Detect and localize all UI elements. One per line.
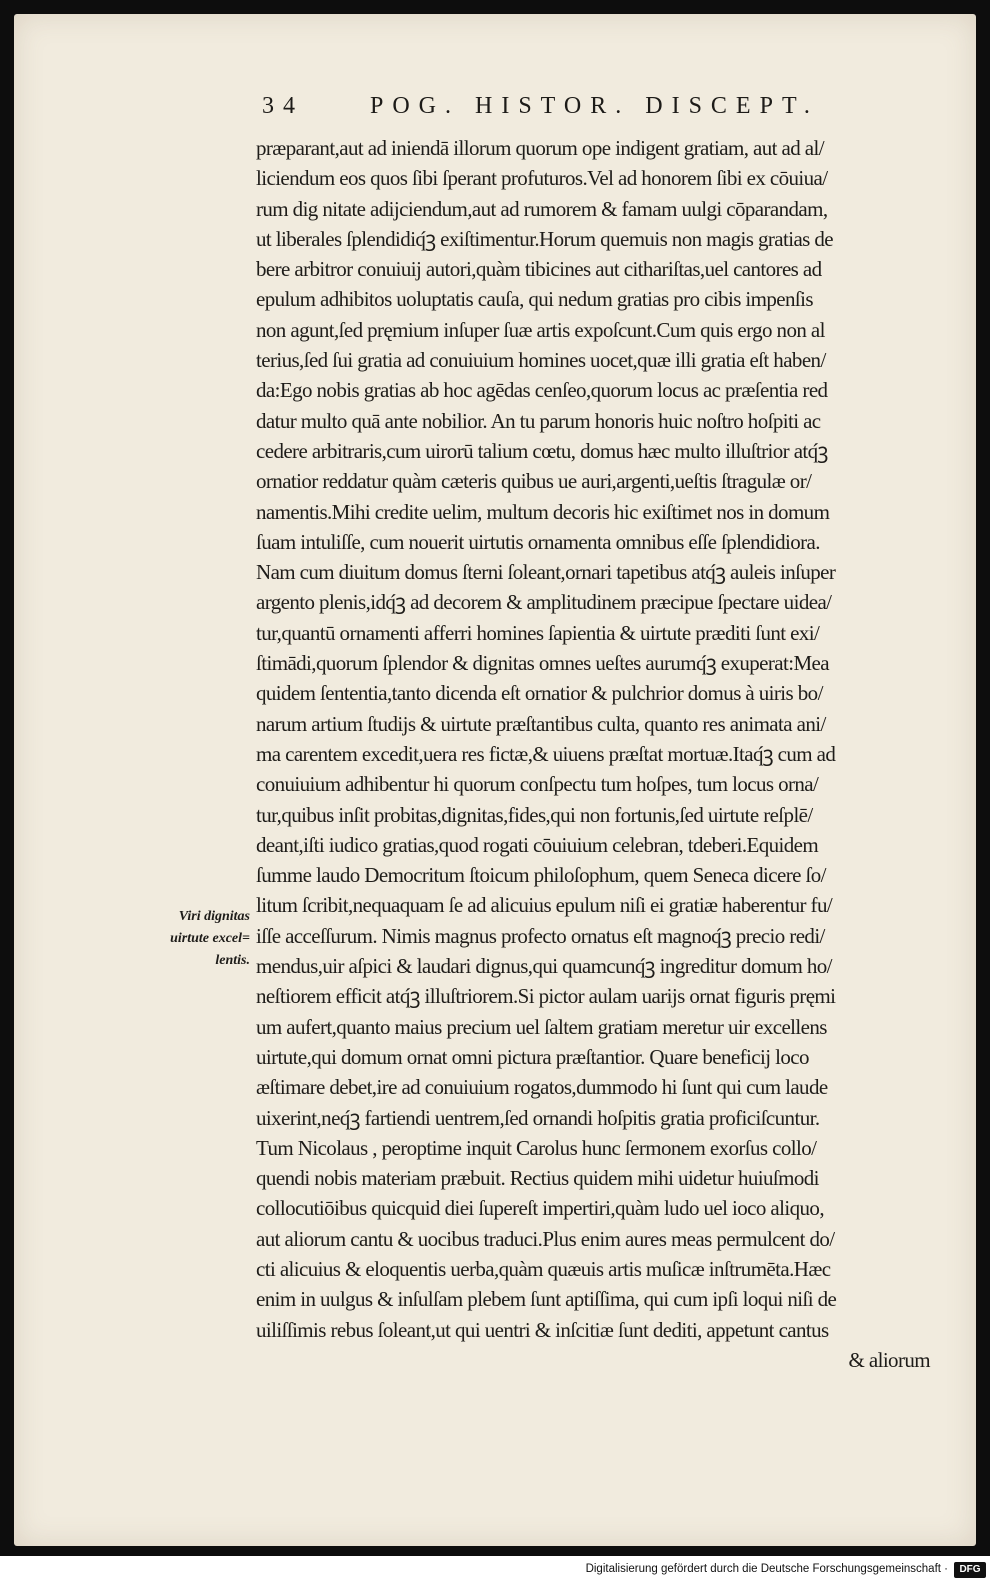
text-line: iſſe acceſſurum. Nimis magnus profecto ornatus eſt magnoq́ꝫ precio redi/: [256, 923, 825, 948]
text-line: um aufert,quanto maius precium uel ſaltem gratiam meretur uir excellens: [256, 1014, 827, 1039]
text-line: deant,iſti iudico gratias,quod rogati cōuiuium celebran, tdeberi.Equidem: [256, 832, 819, 857]
text-line: Tum Nicolaus , peroptime inquit Carolus hunc ſermonem exorſus collo/: [256, 1135, 817, 1160]
text-line: non agunt,ſed pręmium inſuper ſuæ artis expoſcunt.Cum quis ergo non al: [256, 317, 825, 342]
text-line: tur,quibus inſit probitas,dignitas,fides,qui non fortunis,ſed uirtute reſplē/: [256, 802, 813, 827]
text-line: mendus,uir aſpici & laudari dignus,qui quamcunq́ꝫ ingreditur domum ho/: [256, 954, 832, 979]
digitization-credit: Digitalisierung gefördert durch die Deutsche Forschungsgemeinschaft ·: [585, 1563, 948, 1575]
text-line: ſuam intuliſſe, cum nouerit uirtutis ornamenta omnibus eſſe ſplendidiora.: [256, 529, 820, 554]
running-head: [262, 93, 962, 129]
text-line: argento plenis,idq́ꝫ ad decorem & amplitudinem præcipue ſpectare uidea/: [256, 590, 832, 615]
text-line: terius,ſed ſui gratia ad conuiuium homines uocet,quæ illi gratia eſt haben/: [256, 348, 826, 373]
body-text: [256, 133, 950, 1375]
text-line: tur,quantū ornamenti afferri homines ſapientia & uirtute præditi ſunt exi/: [256, 620, 820, 645]
text-line: epulum adhibitos uoluptatis cauſa, qui nedum gratias pro cibis impenſis: [256, 287, 813, 312]
text-line: da:Ego nobis gratias ab hoc agēdas cenſeo,quorum locus ac præſentia red: [256, 378, 828, 403]
marginal-note-line: uirtute excel=: [170, 931, 250, 946]
text-line: ſumme laudo Democritum ſtoicum philoſophum, quem Seneca dicere ſo/: [256, 863, 826, 888]
text-line: cedere arbitraris,cum uirorū talium cœtu, domus hæc multo illuſtrior atq́ꝫ: [256, 438, 828, 463]
text-line: ornatior reddatur quàm cæteris quibus ue auri,argenti,ueſtis ſtragulæ or/: [256, 469, 812, 494]
dfg-logo: DFG: [954, 1562, 986, 1578]
marginal-note-line: lentis.: [215, 953, 250, 968]
text-line: uixerint,neq́ꝫ fartiendi uentrem,ſed ornandi hoſpitis gratia proficiſcuntur.: [256, 1105, 820, 1130]
text-line: liciendum eos quos ſibi ſperant profuturos.Vel ad honorem ſibi ex cōuiua/: [256, 166, 828, 191]
text-line: cti alicuius & eloquentis uerba,quàm quæuis artis muſicæ inſtrumēta.Hæc: [256, 1256, 831, 1281]
text-line: quidem ſententia,tanto dicenda eſt ornatior & pulchrior domus à uiris bo/: [256, 681, 823, 706]
text-line: narum artium ſtudijs & uirtute præſtantibus culta, quanto res animata ani/: [256, 711, 826, 736]
text-line: datur multo quā ante nobilior. An tu parum honoris huic noſtro hoſpiti ac: [256, 408, 821, 433]
text-line: namentis.Mihi credite uelim, multum decoris hic exiſtimet nos in domum: [256, 499, 830, 524]
text-line: litum ſcribit,nequaquam ſe ad alicuius epulum niſi ei gratiæ haberentur fu/: [256, 893, 833, 918]
text-line: uirtute,qui domum ornat omni pictura præſtantior. Quare beneficij loco: [256, 1044, 809, 1069]
text-line: ut liberales ſplendidiq́ꝫ exiſtimentur.Horum quemuis non magis gratias de: [256, 226, 834, 251]
text-line: conuiuium adhibentur hi quorum conſpectu tum hoſpes, tum locus orna/: [256, 772, 819, 797]
text-line: præparant,aut ad iniendā illorum quorum ope indigent gratiam, aut ad al/: [256, 136, 824, 160]
text-line: Nam cum diuitum domus ſterni ſoleant,ornari tapetibus atq́ꝫ auleis inſuper: [256, 560, 836, 585]
text-line: aut aliorum cantu & uocibus traduci.Plus enim aures meas permulcent do/: [256, 1226, 835, 1251]
text-line: ma carentem excedit,uera res fictæ,& uiuens præſtat mortuæ.Itaq́ꝫ cum ad: [256, 741, 836, 766]
text-line: collocutiōibus quicquid diei ſupereſt impertiri,quàm ludo uel ioco aliquo,: [256, 1196, 824, 1221]
page-number: 34: [262, 93, 304, 119]
text-line: ſtimādi,quorum ſplendor & dignitas omnes ueſtes aurumq́ꝫ exuperat:Mea: [256, 651, 829, 676]
text-line: enim in uulgus & inſulſam plebem ſunt aptiſſima, qui cum ipſi loqui niſi de: [256, 1287, 837, 1312]
text-line: bere arbitror conuiuij autori,quàm tibicines aut cithariſtas,uel cantores ad: [256, 257, 822, 282]
text-line: rum dig nitate adijciendum,aut ad rumorem & famam uulgi cōparandam,: [256, 196, 828, 221]
catchword: & aliorum: [848, 1347, 930, 1372]
text-line: neſtiorem efficit atq́ꝫ illuſtriorem.Si pictor aulam uarijs ornat figuris pręmi: [256, 984, 836, 1009]
marginal-note: [140, 906, 250, 972]
running-title: POG. HISTOR. DISCEPT.: [370, 93, 819, 119]
marginal-note-line: Viri dignitas: [178, 909, 250, 924]
text-line: æſtimare debet,ire ad conuiuium rogatos,dummodo hi ſunt qui cum laude: [256, 1075, 828, 1100]
text-line: quendi nobis materiam præbuit. Rectius quidem mihi uidetur huiuſmodi: [256, 1166, 819, 1191]
text-line: uiliſſimis rebus ſoleant,ut qui uentri & inſcitiæ ſunt dediti, appetunt cantus: [256, 1317, 829, 1342]
